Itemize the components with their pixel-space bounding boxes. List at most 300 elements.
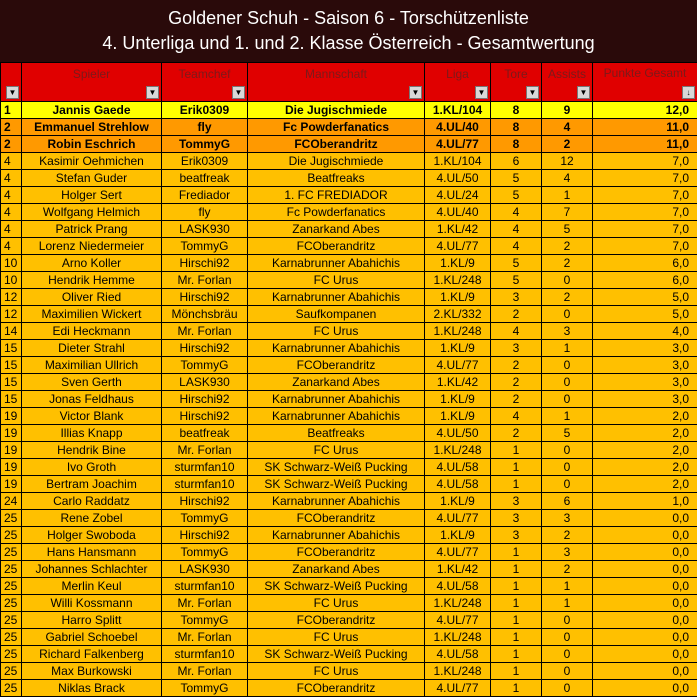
rank-cell[interactable]: 25 (1, 510, 22, 527)
teamchef-cell[interactable]: Mr. Forlan (162, 323, 248, 340)
tore-cell[interactable]: 1 (491, 442, 542, 459)
assists-cell[interactable]: 2 (542, 136, 593, 153)
teamchef-cell[interactable]: Hirschi92 (162, 289, 248, 306)
rank-cell[interactable]: 14 (1, 323, 22, 340)
tore-cell[interactable]: 3 (491, 340, 542, 357)
tore-cell[interactable]: 1 (491, 561, 542, 578)
mannschaft-cell[interactable]: FC Urus (248, 272, 425, 289)
liga-cell[interactable]: 1.KL/9 (425, 493, 491, 510)
table-row[interactable] (1, 425, 697, 442)
table-row[interactable] (1, 578, 697, 595)
mannschaft-cell[interactable]: FCOberandritz (248, 510, 425, 527)
mannschaft-cell[interactable]: Karnabrunner Abahichis (248, 527, 425, 544)
punkte-cell[interactable]: 0,0 (593, 510, 697, 527)
rank-cell[interactable]: 25 (1, 578, 22, 595)
assists-cell[interactable]: 0 (542, 663, 593, 680)
table-row[interactable] (1, 646, 697, 663)
mannschaft-cell[interactable]: Zanarkand Abes (248, 221, 425, 238)
tore-cell[interactable]: 1 (491, 629, 542, 646)
spieler-cell[interactable]: Niklas Brack (22, 680, 162, 697)
liga-cell[interactable]: 4.UL/24 (425, 187, 491, 204)
table-row[interactable] (1, 680, 697, 697)
table-row[interactable] (1, 374, 697, 391)
rank-cell[interactable]: 19 (1, 425, 22, 442)
spieler-cell[interactable]: Maximilian Ullrich (22, 357, 162, 374)
rank-cell[interactable]: 24 (1, 493, 22, 510)
teamchef-cell[interactable]: TommyG (162, 357, 248, 374)
liga-cell[interactable]: 1.KL/248 (425, 272, 491, 289)
assists-cell[interactable]: 0 (542, 442, 593, 459)
table-row[interactable] (1, 272, 697, 289)
teamchef-cell[interactable]: beatfreak (162, 170, 248, 187)
mannschaft-cell[interactable]: FC Urus (248, 442, 425, 459)
spieler-cell[interactable]: Hans Hansmann (22, 544, 162, 561)
mannschaft-cell[interactable]: Fc Powderfanatics (248, 119, 425, 136)
assists-cell[interactable]: 0 (542, 680, 593, 697)
table-row[interactable] (1, 221, 697, 238)
tore-cell[interactable]: 2 (491, 391, 542, 408)
table-row[interactable] (1, 306, 697, 323)
tore-cell[interactable]: 4 (491, 323, 542, 340)
tore-cell[interactable]: 4 (491, 238, 542, 255)
table-row[interactable] (1, 442, 697, 459)
spieler-cell[interactable]: Maximilien Wickert (22, 306, 162, 323)
mannschaft-cell[interactable]: Karnabrunner Abahichis (248, 289, 425, 306)
spieler-cell[interactable]: Johannes Schlachter (22, 561, 162, 578)
teamchef-cell[interactable]: Hirschi92 (162, 391, 248, 408)
assists-cell[interactable]: 0 (542, 612, 593, 629)
liga-cell[interactable]: 1.KL/9 (425, 408, 491, 425)
tore-cell[interactable]: 1 (491, 578, 542, 595)
teamchef-cell[interactable]: LASK930 (162, 561, 248, 578)
assists-cell[interactable]: 0 (542, 357, 593, 374)
spieler-cell[interactable]: Jonas Feldhaus (22, 391, 162, 408)
teamchef-cell[interactable]: Hirschi92 (162, 340, 248, 357)
spieler-cell[interactable]: Ivo Groth (22, 459, 162, 476)
punkte-cell[interactable]: 2,0 (593, 442, 697, 459)
punkte-cell[interactable]: 2,0 (593, 459, 697, 476)
table-row[interactable] (1, 289, 697, 306)
tore-cell[interactable]: 1 (491, 459, 542, 476)
spieler-cell[interactable]: Merlin Keul (22, 578, 162, 595)
sort-descending-icon[interactable]: ↓ (682, 86, 695, 99)
teamchef-cell[interactable]: TommyG (162, 510, 248, 527)
mannschaft-cell[interactable]: Saufkompanen (248, 306, 425, 323)
spieler-cell[interactable]: Victor Blank (22, 408, 162, 425)
mannschaft-cell[interactable]: FCOberandritz (248, 136, 425, 153)
tore-cell[interactable]: 1 (491, 680, 542, 697)
mannschaft-cell[interactable]: Beatfreaks (248, 170, 425, 187)
spieler-cell[interactable]: Illias Knapp (22, 425, 162, 442)
table-row[interactable] (1, 459, 697, 476)
punkte-cell[interactable]: 0,0 (593, 527, 697, 544)
rank-cell[interactable]: 10 (1, 255, 22, 272)
punkte-cell[interactable]: 0,0 (593, 578, 697, 595)
assists-cell[interactable]: 9 (542, 102, 593, 119)
teamchef-cell[interactable]: Erik0309 (162, 153, 248, 170)
assists-cell[interactable]: 1 (542, 408, 593, 425)
punkte-cell[interactable]: 7,0 (593, 170, 697, 187)
spieler-cell[interactable]: Patrick Prang (22, 221, 162, 238)
table-row[interactable] (1, 357, 697, 374)
punkte-cell[interactable]: 6,0 (593, 255, 697, 272)
header-tore[interactable]: Tore ▼ (491, 63, 542, 102)
spieler-cell[interactable]: Sven Gerth (22, 374, 162, 391)
dropdown-arrow-icon[interactable]: ▼ (409, 86, 422, 99)
assists-cell[interactable]: 0 (542, 629, 593, 646)
liga-cell[interactable]: 4.UL/77 (425, 357, 491, 374)
spieler-cell[interactable]: Dieter Strahl (22, 340, 162, 357)
tore-cell[interactable]: 8 (491, 102, 542, 119)
dropdown-arrow-icon[interactable]: ▼ (146, 86, 159, 99)
spieler-cell[interactable]: Wolfgang Helmich (22, 204, 162, 221)
punkte-cell[interactable]: 7,0 (593, 204, 697, 221)
punkte-cell[interactable]: 11,0 (593, 119, 697, 136)
liga-cell[interactable]: 1.KL/9 (425, 340, 491, 357)
assists-cell[interactable]: 2 (542, 289, 593, 306)
header-assists[interactable]: Assists ▼ (542, 63, 593, 102)
tore-cell[interactable]: 6 (491, 153, 542, 170)
rank-cell[interactable]: 10 (1, 272, 22, 289)
liga-cell[interactable]: 4.UL/58 (425, 476, 491, 493)
table-row[interactable] (1, 153, 697, 170)
liga-cell[interactable]: 4.UL/58 (425, 459, 491, 476)
liga-cell[interactable]: 2.KL/332 (425, 306, 491, 323)
table-row[interactable] (1, 238, 697, 255)
table-row[interactable] (1, 561, 697, 578)
punkte-cell[interactable]: 0,0 (593, 663, 697, 680)
teamchef-cell[interactable]: fly (162, 119, 248, 136)
assists-cell[interactable]: 0 (542, 459, 593, 476)
liga-cell[interactable]: 4.UL/50 (425, 425, 491, 442)
punkte-cell[interactable]: 7,0 (593, 187, 697, 204)
tore-cell[interactable]: 2 (491, 357, 542, 374)
mannschaft-cell[interactable]: FCOberandritz (248, 357, 425, 374)
teamchef-cell[interactable]: sturmfan10 (162, 476, 248, 493)
tore-cell[interactable]: 3 (491, 493, 542, 510)
punkte-cell[interactable]: 3,0 (593, 374, 697, 391)
rank-cell[interactable]: 25 (1, 612, 22, 629)
liga-cell[interactable]: 1.KL/248 (425, 442, 491, 459)
teamchef-cell[interactable]: Mr. Forlan (162, 629, 248, 646)
table-row[interactable] (1, 663, 697, 680)
rank-cell[interactable]: 19 (1, 476, 22, 493)
table-row[interactable] (1, 510, 697, 527)
liga-cell[interactable]: 1.KL/9 (425, 289, 491, 306)
rank-cell[interactable]: 25 (1, 544, 22, 561)
tore-cell[interactable]: 5 (491, 272, 542, 289)
teamchef-cell[interactable]: Hirschi92 (162, 527, 248, 544)
mannschaft-cell[interactable]: Karnabrunner Abahichis (248, 255, 425, 272)
punkte-cell[interactable]: 7,0 (593, 238, 697, 255)
teamchef-cell[interactable]: fly (162, 204, 248, 221)
tore-cell[interactable]: 3 (491, 527, 542, 544)
tore-cell[interactable]: 1 (491, 612, 542, 629)
teamchef-cell[interactable]: TommyG (162, 238, 248, 255)
teamchef-cell[interactable]: TommyG (162, 612, 248, 629)
spieler-cell[interactable]: Gabriel Schoebel (22, 629, 162, 646)
teamchef-cell[interactable]: LASK930 (162, 221, 248, 238)
table-row[interactable] (1, 340, 697, 357)
teamchef-cell[interactable]: sturmfan10 (162, 459, 248, 476)
rank-cell[interactable]: 4 (1, 170, 22, 187)
tore-cell[interactable]: 8 (491, 136, 542, 153)
rank-cell[interactable]: 25 (1, 646, 22, 663)
table-row[interactable] (1, 595, 697, 612)
tore-cell[interactable]: 8 (491, 119, 542, 136)
punkte-cell[interactable]: 7,0 (593, 153, 697, 170)
mannschaft-cell[interactable]: Karnabrunner Abahichis (248, 493, 425, 510)
liga-cell[interactable]: 1.KL/9 (425, 255, 491, 272)
table-row[interactable] (1, 170, 697, 187)
mannschaft-cell[interactable]: FCOberandritz (248, 544, 425, 561)
assists-cell[interactable]: 1 (542, 340, 593, 357)
assists-cell[interactable]: 2 (542, 561, 593, 578)
spieler-cell[interactable]: Lorenz Niedermeier (22, 238, 162, 255)
dropdown-arrow-icon[interactable]: ▼ (232, 86, 245, 99)
rank-cell[interactable]: 4 (1, 153, 22, 170)
spieler-cell[interactable]: Stefan Guder (22, 170, 162, 187)
table-row[interactable] (1, 323, 697, 340)
table-row[interactable] (1, 493, 697, 510)
teamchef-cell[interactable]: Mr. Forlan (162, 595, 248, 612)
rank-cell[interactable]: 19 (1, 408, 22, 425)
spieler-cell[interactable]: Rene Zobel (22, 510, 162, 527)
assists-cell[interactable]: 3 (542, 323, 593, 340)
assists-cell[interactable]: 7 (542, 204, 593, 221)
table-row[interactable] (1, 476, 697, 493)
punkte-cell[interactable]: 4,0 (593, 323, 697, 340)
mannschaft-cell[interactable]: SK Schwarz-Weiß Pucking (248, 578, 425, 595)
teamchef-cell[interactable]: Hirschi92 (162, 255, 248, 272)
assists-cell[interactable]: 6 (542, 493, 593, 510)
spieler-cell[interactable]: Arno Koller (22, 255, 162, 272)
rank-cell[interactable]: 25 (1, 561, 22, 578)
dropdown-arrow-icon[interactable]: ▼ (6, 86, 19, 99)
liga-cell[interactable]: 1.KL/42 (425, 221, 491, 238)
mannschaft-cell[interactable]: Fc Powderfanatics (248, 204, 425, 221)
assists-cell[interactable]: 0 (542, 272, 593, 289)
assists-cell[interactable]: 4 (542, 170, 593, 187)
punkte-cell[interactable]: 0,0 (593, 612, 697, 629)
punkte-cell[interactable]: 0,0 (593, 595, 697, 612)
liga-cell[interactable]: 4.UL/77 (425, 238, 491, 255)
assists-cell[interactable]: 1 (542, 578, 593, 595)
teamchef-cell[interactable]: sturmfan10 (162, 646, 248, 663)
spieler-cell[interactable]: Emmanuel Strehlow (22, 119, 162, 136)
liga-cell[interactable]: 1.KL/42 (425, 561, 491, 578)
spieler-cell[interactable]: Bertram Joachim (22, 476, 162, 493)
assists-cell[interactable]: 3 (542, 510, 593, 527)
rank-cell[interactable]: 25 (1, 629, 22, 646)
spieler-cell[interactable]: Harro Splitt (22, 612, 162, 629)
tore-cell[interactable]: 1 (491, 544, 542, 561)
liga-cell[interactable]: 4.UL/77 (425, 510, 491, 527)
mannschaft-cell[interactable]: 1. FC FREDIADOR (248, 187, 425, 204)
liga-cell[interactable]: 4.UL/58 (425, 578, 491, 595)
dropdown-arrow-icon[interactable]: ▼ (526, 86, 539, 99)
liga-cell[interactable]: 1.KL/248 (425, 629, 491, 646)
teamchef-cell[interactable]: TommyG (162, 544, 248, 561)
tore-cell[interactable]: 5 (491, 187, 542, 204)
punkte-cell[interactable]: 5,0 (593, 306, 697, 323)
teamchef-cell[interactable]: Mr. Forlan (162, 442, 248, 459)
assists-cell[interactable]: 1 (542, 187, 593, 204)
assists-cell[interactable]: 2 (542, 255, 593, 272)
punkte-cell[interactable]: 0,0 (593, 561, 697, 578)
spieler-cell[interactable]: Edi Heckmann (22, 323, 162, 340)
liga-cell[interactable]: 1.KL/104 (425, 153, 491, 170)
punkte-cell[interactable]: 3,0 (593, 340, 697, 357)
rank-cell[interactable]: 4 (1, 187, 22, 204)
rank-cell[interactable]: 4 (1, 238, 22, 255)
spieler-cell[interactable]: Max Burkowski (22, 663, 162, 680)
liga-cell[interactable]: 4.UL/50 (425, 170, 491, 187)
liga-cell[interactable]: 1.KL/248 (425, 595, 491, 612)
header-punkte-gesamt[interactable]: Punkte Gesamt ↓ (593, 63, 697, 102)
table-row[interactable] (1, 255, 697, 272)
tore-cell[interactable]: 1 (491, 646, 542, 663)
teamchef-cell[interactable]: TommyG (162, 136, 248, 153)
assists-cell[interactable]: 0 (542, 476, 593, 493)
rank-cell[interactable]: 2 (1, 136, 22, 153)
tore-cell[interactable]: 4 (491, 221, 542, 238)
rank-cell[interactable]: 25 (1, 595, 22, 612)
tore-cell[interactable]: 3 (491, 510, 542, 527)
table-row[interactable] (1, 527, 697, 544)
spieler-cell[interactable]: Holger Sert (22, 187, 162, 204)
tore-cell[interactable]: 5 (491, 170, 542, 187)
table-row[interactable] (1, 204, 697, 221)
mannschaft-cell[interactable]: Die Jugischmiede (248, 153, 425, 170)
table-row[interactable] (1, 187, 697, 204)
rank-cell[interactable]: 25 (1, 663, 22, 680)
teamchef-cell[interactable]: Frediador (162, 187, 248, 204)
liga-cell[interactable]: 4.UL/77 (425, 544, 491, 561)
tore-cell[interactable]: 4 (491, 408, 542, 425)
liga-cell[interactable]: 4.UL/77 (425, 612, 491, 629)
liga-cell[interactable]: 4.UL/58 (425, 646, 491, 663)
teamchef-cell[interactable]: Mr. Forlan (162, 272, 248, 289)
punkte-cell[interactable]: 12,0 (593, 102, 697, 119)
assists-cell[interactable]: 0 (542, 391, 593, 408)
header-liga[interactable]: Liga ▼ (425, 63, 491, 102)
assists-cell[interactable]: 5 (542, 425, 593, 442)
mannschaft-cell[interactable]: FCOberandritz (248, 612, 425, 629)
liga-cell[interactable]: 4.UL/77 (425, 136, 491, 153)
teamchef-cell[interactable]: Mönchsbräu (162, 306, 248, 323)
teamchef-cell[interactable]: Erik0309 (162, 102, 248, 119)
teamchef-cell[interactable]: LASK930 (162, 374, 248, 391)
liga-cell[interactable]: 1.KL/104 (425, 102, 491, 119)
mannschaft-cell[interactable]: Die Jugischmiede (248, 102, 425, 119)
rank-cell[interactable]: 15 (1, 391, 22, 408)
spieler-cell[interactable]: Richard Falkenberg (22, 646, 162, 663)
spieler-cell[interactable]: Willi Kossmann (22, 595, 162, 612)
header-mannschaft[interactable]: Mannschaft ▼ (248, 63, 425, 102)
punkte-cell[interactable]: 3,0 (593, 391, 697, 408)
rank-cell[interactable]: 25 (1, 680, 22, 697)
assists-cell[interactable]: 3 (542, 544, 593, 561)
header-teamchef[interactable]: Teamchef ▼ (162, 63, 248, 102)
punkte-cell[interactable]: 1,0 (593, 493, 697, 510)
dropdown-arrow-icon[interactable]: ▼ (475, 86, 488, 99)
rank-cell[interactable]: 25 (1, 527, 22, 544)
liga-cell[interactable]: 4.UL/77 (425, 680, 491, 697)
punkte-cell[interactable]: 0,0 (593, 629, 697, 646)
mannschaft-cell[interactable]: Karnabrunner Abahichis (248, 391, 425, 408)
spieler-cell[interactable]: Oliver Ried (22, 289, 162, 306)
mannschaft-cell[interactable]: SK Schwarz-Weiß Pucking (248, 646, 425, 663)
liga-cell[interactable]: 1.KL/9 (425, 391, 491, 408)
spieler-cell[interactable]: Carlo Raddatz (22, 493, 162, 510)
tore-cell[interactable]: 2 (491, 374, 542, 391)
punkte-cell[interactable]: 5,0 (593, 289, 697, 306)
spieler-cell[interactable]: Hendrik Hemme (22, 272, 162, 289)
header-spieler[interactable]: Spieler ▼ (22, 63, 162, 102)
tore-cell[interactable]: 1 (491, 663, 542, 680)
mannschaft-cell[interactable]: Karnabrunner Abahichis (248, 340, 425, 357)
mannschaft-cell[interactable]: FC Urus (248, 663, 425, 680)
punkte-cell[interactable]: 11,0 (593, 136, 697, 153)
assists-cell[interactable]: 1 (542, 595, 593, 612)
punkte-cell[interactable]: 0,0 (593, 544, 697, 561)
rank-cell[interactable]: 12 (1, 306, 22, 323)
liga-cell[interactable]: 1.KL/248 (425, 663, 491, 680)
assists-cell[interactable]: 2 (542, 527, 593, 544)
spieler-cell[interactable]: Robin Eschrich (22, 136, 162, 153)
table-row[interactable] (1, 408, 697, 425)
assists-cell[interactable]: 0 (542, 306, 593, 323)
assists-cell[interactable]: 12 (542, 153, 593, 170)
liga-cell[interactable]: 1.KL/248 (425, 323, 491, 340)
assists-cell[interactable]: 0 (542, 646, 593, 663)
rank-cell[interactable]: 2 (1, 119, 22, 136)
mannschaft-cell[interactable]: FCOberandritz (248, 680, 425, 697)
liga-cell[interactable]: 1.KL/42 (425, 374, 491, 391)
rank-cell[interactable]: 15 (1, 357, 22, 374)
liga-cell[interactable]: 4.UL/40 (425, 204, 491, 221)
assists-cell[interactable]: 5 (542, 221, 593, 238)
tore-cell[interactable]: 5 (491, 255, 542, 272)
punkte-cell[interactable]: 0,0 (593, 646, 697, 663)
mannschaft-cell[interactable]: SK Schwarz-Weiß Pucking (248, 459, 425, 476)
mannschaft-cell[interactable]: Zanarkand Abes (248, 561, 425, 578)
rank-cell[interactable]: 4 (1, 221, 22, 238)
spieler-cell[interactable]: Jannis Gaede (22, 102, 162, 119)
table-row[interactable] (1, 119, 697, 136)
rank-cell[interactable]: 1 (1, 102, 22, 119)
teamchef-cell[interactable]: sturmfan10 (162, 578, 248, 595)
tore-cell[interactable]: 2 (491, 306, 542, 323)
tore-cell[interactable]: 1 (491, 595, 542, 612)
rank-cell[interactable]: 19 (1, 442, 22, 459)
teamchef-cell[interactable]: Hirschi92 (162, 408, 248, 425)
punkte-cell[interactable]: 0,0 (593, 680, 697, 697)
punkte-cell[interactable]: 2,0 (593, 408, 697, 425)
mannschaft-cell[interactable]: SK Schwarz-Weiß Pucking (248, 476, 425, 493)
teamchef-cell[interactable]: Mr. Forlan (162, 663, 248, 680)
liga-cell[interactable]: 4.UL/40 (425, 119, 491, 136)
assists-cell[interactable]: 0 (542, 374, 593, 391)
tore-cell[interactable]: 3 (491, 289, 542, 306)
mannschaft-cell[interactable]: FC Urus (248, 323, 425, 340)
rank-cell[interactable]: 15 (1, 374, 22, 391)
table-row[interactable] (1, 102, 697, 119)
mannschaft-cell[interactable]: FCOberandritz (248, 238, 425, 255)
dropdown-arrow-icon[interactable]: ▼ (577, 86, 590, 99)
mannschaft-cell[interactable]: FC Urus (248, 595, 425, 612)
